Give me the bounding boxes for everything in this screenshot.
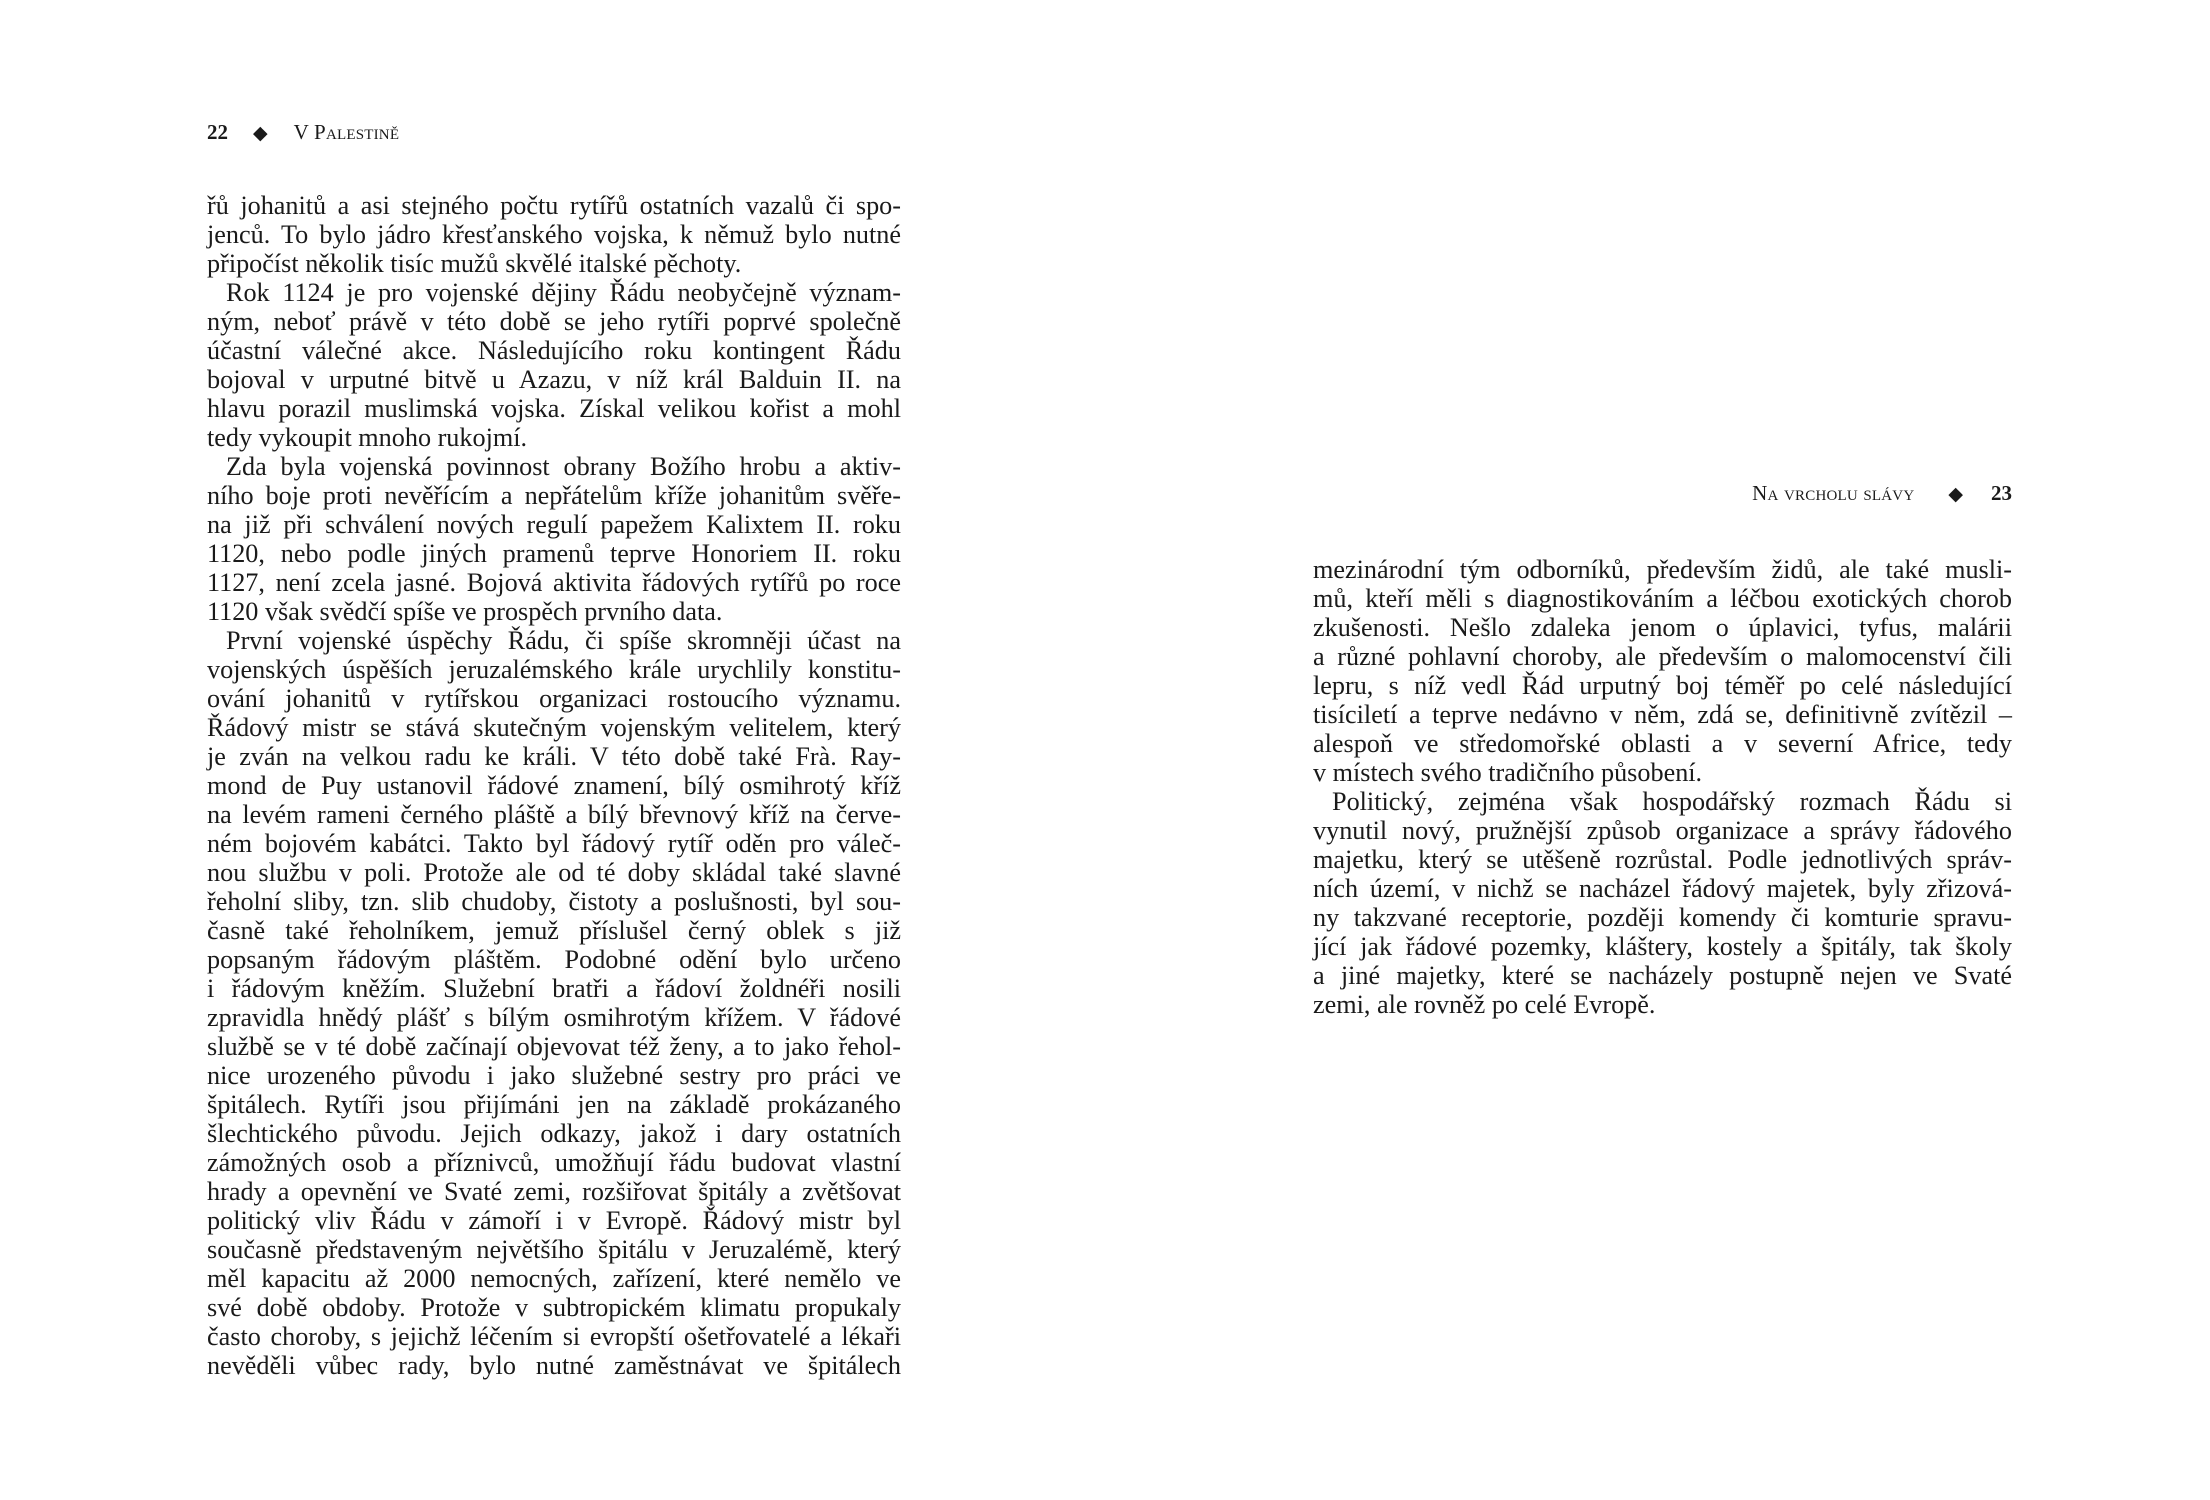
text-line: časně také řeholníkem, jemuž příslušel černý oblek s již: [207, 916, 901, 945]
text-line: připočíst několik tisíc mužů skvělé italské pěchoty.: [207, 249, 742, 278]
text-line: alespoň ve středomořské oblasti a v severní Africe, tedy: [1313, 729, 2012, 758]
running-head-right: [1752, 481, 2012, 507]
text-line: vynutil nový, pružnější způsob organizace a správy řádového: [1313, 816, 2012, 845]
text-line: mů, kteří měli s diagnostikováním a léčbou exotických chorob: [1313, 584, 2012, 613]
text-line: Politický, zejména však hospodářský rozmach Řádu si: [1332, 787, 2012, 816]
text-line: tedy vykoupit mnoho rukojmí.: [207, 423, 528, 452]
text-line: současně představeným největšího špitálu v Jeruzalémě, který: [207, 1235, 901, 1264]
text-line: majetku, který se utěšeně rozrůstal. Podle jednotlivých správ-: [1313, 845, 2012, 874]
text-line: zemi, ale rovněž po celé Evropě.: [1313, 990, 1656, 1019]
text-line: jenců. To bylo jádro křesťanského vojska, k němuž bylo nutné: [207, 220, 901, 249]
text-line: a různé pohlavní choroby, ale především o malomocenství čili: [1313, 642, 2012, 671]
text-line: vojenských úspěších jeruzalémského krále urychlily konstitu-: [207, 655, 901, 684]
text-line: šlechtického původu. Jejich odkazy, jakož i dary ostatních: [207, 1119, 901, 1148]
text-line: ního boje proti nevěřícím a nepřátelům kříže johanitům svěře-: [207, 481, 901, 510]
text-line: ních území, v nichž se nacházel řádový majetek, byly zřizová-: [1313, 874, 2012, 903]
text-line: na již při schválení nových regulí papežem Kalixtem II. roku: [207, 510, 901, 539]
text-line: ování johanitů v rytířskou organizaci rostoucího významu.: [207, 684, 901, 713]
page-number: 22: [207, 120, 228, 144]
text-line: Zda byla vojenská povinnost obrany Božího hrobu a aktiv-: [226, 452, 901, 481]
text-line: hlavu porazil muslimská vojska. Získal velikou kořist a mohl: [207, 394, 901, 423]
text-line: službě se v té době začínají objevovat též ženy, a to jako řehol-: [207, 1032, 901, 1061]
diamond-separator-icon: ◆: [1948, 484, 1963, 505]
text-line: popsaným řádovým pláštěm. Podobné odění bylo určeno: [207, 945, 901, 974]
chapter-title: V Palestině: [293, 120, 400, 144]
text-line: lepru, s níž vedl Řád urputný boj téměř po celé následující: [1313, 671, 2012, 700]
text-line: nevěděli vůbec rady, bylo nutné zaměstnávat ve špitálech: [207, 1351, 901, 1380]
text-line: ny takzvané receptorie, později komendy či komturie spravu-: [1313, 903, 2012, 932]
text-line: často choroby, s jejichž léčením si evropští ošetřovatelé a lékaři: [207, 1322, 901, 1351]
text-line: řů johanitů a asi stejného počtu rytířů ostatních vazalů či spo-: [207, 191, 901, 220]
text-line: zkušenosti. Nešlo zdaleka jenom o úplavici, tyfus, malárii: [1313, 613, 2012, 642]
text-line: ným, neboť právě v této době se jeho rytíři poprvé společně: [207, 307, 901, 336]
chapter-title: Na vrcholu slávy: [1752, 481, 1915, 505]
text-line: účastní válečné akce. Následujícího roku kontingent Řádu: [207, 336, 901, 365]
text-line: na levém rameni černého pláště a bílý břevnový kříž na červe-: [207, 800, 901, 829]
text-line: špitálech. Rytíři jsou přijímáni jen na základě prokázaného: [207, 1090, 901, 1119]
text-line: měl kapacitu až 2000 nemocných, zařízení, které nemělo ve: [207, 1264, 901, 1293]
text-line: zámožných osob a příznivců, umožňují řádu budovat vlastní: [207, 1148, 901, 1177]
text-line: jící jak řádové pozemky, kláštery, kostely a špitály, tak školy: [1313, 932, 2012, 961]
text-line: mezinárodní tým odborníků, především židů, ale také musli-: [1313, 555, 2012, 584]
diamond-separator-icon: ◆: [253, 123, 268, 144]
text-line: mond de Puy ustanovil řádové znamení, bílý osmihrotý kříž: [207, 771, 901, 800]
text-line: ném bojovém kabátci. Takto byl řádový rytíř oděn pro váleč-: [207, 829, 901, 858]
text-line: Rok 1124 je pro vojenské dějiny Řádu neobyčejně význam-: [226, 278, 901, 307]
text-line: 1127, není zcela jasné. Bojová aktivita řádových rytířů po roce: [207, 568, 901, 597]
text-line: a jiné majetky, které se nacházely postupně nejen ve Svaté: [1313, 961, 2012, 990]
text-line: své době obdoby. Protože v subtropickém klimatu propukaly: [207, 1293, 901, 1322]
body-text-right: [1313, 555, 2012, 1019]
text-line: tisíciletí a teprve nedávno v něm, zdá se, definitivně zvítězil –: [1313, 700, 2012, 729]
text-line: Řádový mistr se stává skutečným vojenským velitelem, který: [207, 713, 901, 742]
text-line: politický vliv Řádu v zámoří i v Evropě. Řádový mistr byl: [207, 1206, 901, 1235]
text-line: 1120 však svědčí spíše ve prospěch prvního data.: [207, 597, 723, 626]
text-line: První vojenské úspěchy Řádu, či spíše skromněji účast na: [226, 626, 901, 655]
page-number: 23: [1991, 481, 2012, 505]
body-text-left: [207, 191, 901, 1380]
text-line: v místech svého tradičního působení.: [1313, 758, 1703, 787]
text-line: hrady a opevnění ve Svaté zemi, rozšiřovat špitály a zvětšovat: [207, 1177, 901, 1206]
text-line: řeholní sliby, tzn. slib chudoby, čistoty a poslušnosti, byl sou-: [207, 887, 901, 916]
text-line: i řádovým kněžím. Služební bratři a řádoví žoldnéři nosili: [207, 974, 901, 1003]
text-line: bojoval v urputné bitvě u Azazu, v níž král Balduin II. na: [207, 365, 901, 394]
running-head-left: [207, 120, 399, 146]
text-line: nou službu v poli. Protože ale od té doby skládal také slavné: [207, 858, 901, 887]
text-line: je zván na velkou radu ke králi. V této době také Frà. Ray-: [207, 742, 901, 771]
text-line: zpravidla hnědý plášť s bílým osmihrotým křížem. V řádové: [207, 1003, 901, 1032]
text-line: nice urozeného původu i jako služebné sestry pro práci ve: [207, 1061, 901, 1090]
text-line: 1120, nebo podle jiných pramenů teprve Honoriem II. roku: [207, 539, 901, 568]
